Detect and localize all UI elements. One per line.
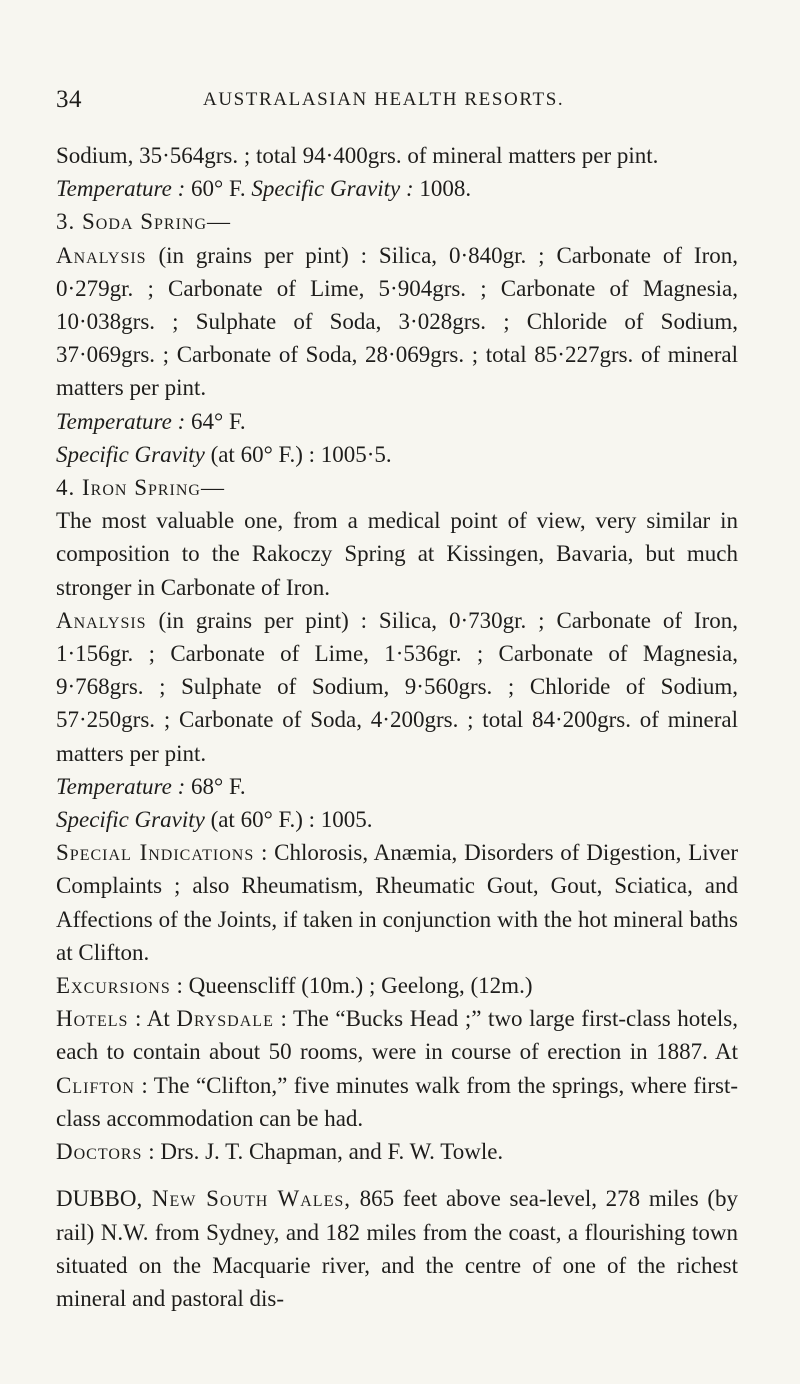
paragraph-temperature-gravity: Temperature : 60° F. Specific Gravity : 1008. [56, 176, 472, 202]
paragraph-iron-gravity: Specific Gravity (at 60° F.) : 1005. [56, 807, 373, 833]
label-analysis: Analysis [56, 607, 147, 633]
paragraph-iron-temperature: Temperature : 68° F. [56, 773, 246, 799]
place-dubbo: DUBBO, [56, 1186, 143, 1212]
paragraph-soda-temperature: Temperature : 64° F. [56, 408, 246, 434]
paragraph-sodium-total: Sodium, 35·564grs. ; total 94·400grs. of mineral matters per pint. [56, 143, 659, 168]
paragraph-soda-analysis: Analysis (in grains per pint) : Silica, 0·840gr. ; Carbonate of Iron, 0·279gr. ; Carbonate of Lime, 5·904grs. ; Carbonate of Magnesia, 10·038grs. ; Sulphate of Soda, 3·028grs. ; Chloride of Sodium, 37·069grs. ; Carbonate of Soda, 28·069grs. ; total 85·227grs. of mineral matters per pint. [56, 242, 738, 401]
page-number: 34 [56, 86, 82, 113]
heading-soda-spring: 3. Soda Spring— [56, 209, 232, 235]
label-specific-gravity: Specific Gravity : [251, 176, 414, 202]
paragraph-iron-analysis: Analysis (in grains per pint) : Silica, 0·730gr. ; Carbonate of Iron, 1·156gr. ; Carbonate of Lime, 1·536gr. ; Carbonate of Magnesia, 9·768grs. ; Sulphate of Sodium, 9·560grs. ; Chloride of Sodium, 57·250grs. ; Carbonate of Soda, 4·200grs. ; total 84·200grs. of mineral matters per pint. [56, 607, 738, 766]
paragraph-doctors: Doctors : Drs. J. T. Chapman, and F. W. Towle. [56, 1139, 504, 1165]
heading-iron-spring: 4. Iron Spring— [56, 475, 225, 501]
paragraph-soda-gravity: Specific Gravity (at 60° F.) : 1005·5. [56, 441, 392, 467]
running-title: AUSTRALASIAN HEALTH RESORTS. [203, 89, 565, 110]
paragraph-special-indications: Special Indications : Chlorosis, Anæmia, Disorders of Digestion, Liver Complaints ; also Rheumatism, Rheumatic Gout, Gout, Sciatica, and Affections of the Joints, if taken in conjunction with the hot mineral baths at Clifton. [56, 840, 739, 965]
paragraph-iron-description: The most valuable one, from a medical point of view, very similar in composition to the Rakoczy Spring at Kissingen, Bavaria, but much stronger in Carbonate of Iron. [56, 508, 738, 600]
paragraph-excursions: Excursions : Queenscliff (10m.) ; Geelong, (12m.) [56, 973, 533, 999]
label-analysis: Analysis [56, 242, 147, 268]
page-header [56, 86, 756, 116]
page-body [56, 139, 738, 1315]
paragraph-hotels: Hotels : At Drysdale : The “Bucks Head ;” two large first-class hotels, each to contain about 50 rooms, were in course of erection in 1887. At Clifton : The “Clifton,” five minutes walk from the springs, where first-class accommodation can be had. [56, 1006, 738, 1131]
label-temperature: Temperature : [56, 176, 186, 202]
paragraph-dubbo: DUBBO, New South Wales, 865 feet above sea-level, 278 miles (by rail) N.W. from Sydney, and 182 miles from the coast, a flourishing town situated on the Macquarie river, and the centre of one of the richest mineral and pastoral dis- [56, 1186, 738, 1311]
